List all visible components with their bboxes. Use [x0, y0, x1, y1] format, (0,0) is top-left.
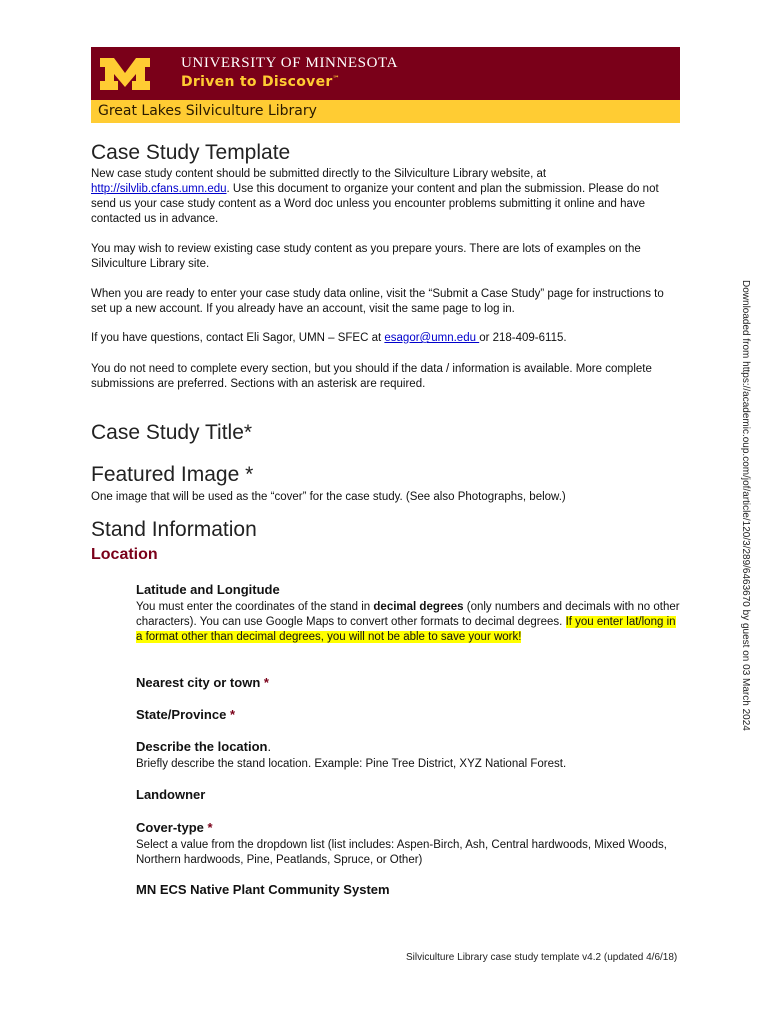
stand-information-heading: Stand Information: [91, 518, 257, 541]
library-banner: [91, 100, 680, 123]
nearest-city-heading: Nearest city or town *: [136, 675, 269, 690]
mn-ecs-heading: MN ECS Native Plant Community System: [136, 882, 390, 897]
library-name: Great Lakes Silviculture Library: [98, 103, 317, 119]
email-link[interactable]: esagor@umn.edu: [384, 332, 480, 344]
tagline: Driven to Discover℠: [181, 74, 341, 90]
block-m-logo: [98, 54, 152, 94]
silvlib-link[interactable]: http://silvlib.cfans.umn.edu: [91, 183, 227, 195]
featured-image-heading: Featured Image *: [91, 463, 254, 486]
intro-paragraph-1: New case study content should be submitted directly to the Silviculture Library website, at http://silvlib.cfans.umn.edu. Use this document to organize your content and plan the submission. Please do not send us your case study content as a Word doc unless you encounter problems submitting it online and have contacted us in advance.: [91, 168, 659, 225]
required-asterisk: *: [263, 675, 269, 690]
intro-paragraph-3: When you are ready to enter your case study data online, visit the “Submit a Case Study” page for instructions to set up a new account. If you already have an account, visit the same page to log in.: [91, 288, 664, 315]
lat-long-description: You must enter the coordinates of the stand in decimal degrees (only numbers and decimals with no other characters). You can use Google Maps to convert other formats to decimal degrees. If you enter lat/long in a format other than decimal degrees, you will not be able to save your work!: [136, 601, 680, 643]
download-notice-text: Downloaded from https://academic.oup.com/jof/article/120/3/289/6463670 by guest on 03 March 2024: [740, 280, 751, 731]
lat-long-heading: Latitude and Longitude: [136, 582, 280, 597]
intro-paragraph-4: If you have questions, contact Eli Sagor, UMN – SFEC at esagor@umn.edu or 218-409-6115.: [91, 332, 567, 344]
university-name: UNIVERSITY OF MINNESOTA: [181, 55, 399, 71]
required-asterisk: *: [207, 820, 213, 835]
download-notice: [740, 280, 752, 745]
lat-long-warning: If you enter lat/long in a format other than decimal degrees, you will not be able to save your work!: [136, 616, 676, 643]
page-footer: Silviculture Library case study template v4.2 (updated 4/6/18): [406, 952, 678, 963]
landowner-heading: Landowner: [136, 787, 206, 802]
required-asterisk: *: [229, 707, 236, 722]
describe-location-description: Briefly describe the stand location. Example: Pine Tree District, XYZ National Forest.: [136, 758, 567, 770]
location-heading: Location: [91, 546, 158, 563]
featured-image-description: One image that will be used as the “cover” for the case study. (See also Photographs, below.): [91, 491, 566, 503]
intro-paragraph-5: You do not need to complete every section, but you should if the data / information is available. More complete submissions are preferred. Sections with an asterisk are required.: [91, 363, 652, 390]
describe-location-heading: Describe the location.: [136, 739, 272, 754]
cover-type-heading: Cover-type *: [136, 820, 213, 835]
page-title: Case Study Template: [91, 141, 291, 164]
state-province-heading: State/Province *: [136, 707, 236, 722]
intro-paragraph-2: You may wish to review existing case study content as you prepare yours. There are lots of examples on the Silviculture Library site.: [91, 243, 641, 270]
case-study-title-heading: Case Study Title*: [91, 421, 253, 444]
university-banner: [91, 47, 680, 100]
cover-type-description: Select a value from the dropdown list (list includes: Aspen-Birch, Ash, Central hardwoods, Mixed Woods, Northern hardwoods, Pine, Peatlands, Spruce, or Other): [136, 839, 667, 866]
